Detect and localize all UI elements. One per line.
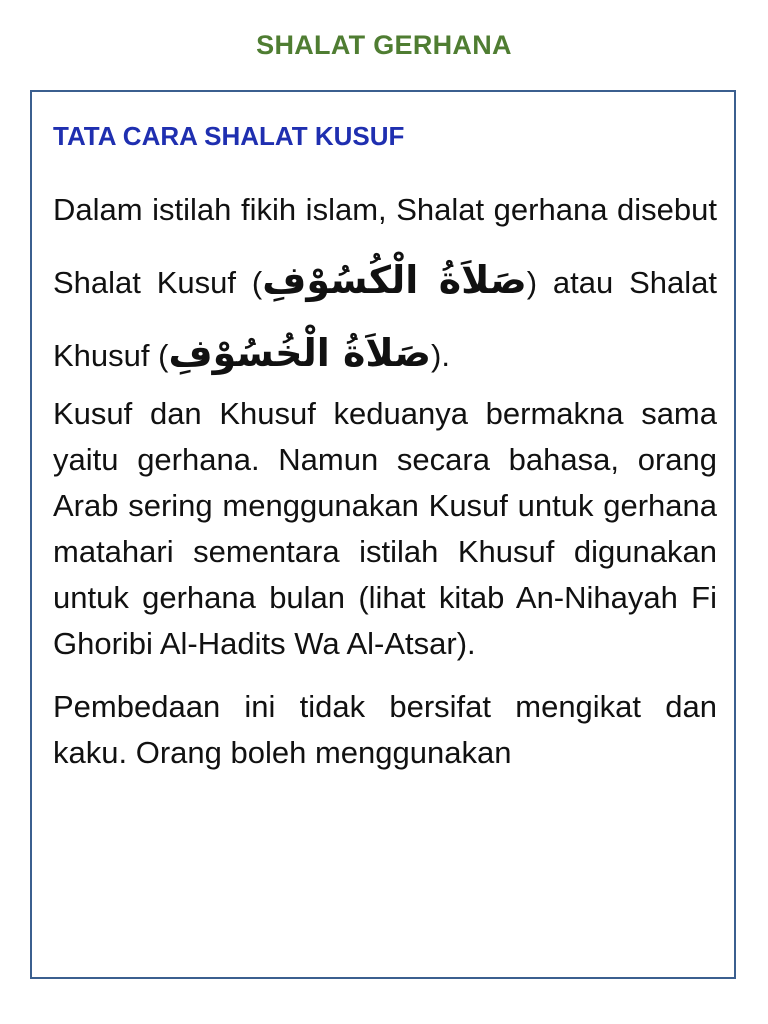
paragraph-definition-text-3: ). bbox=[431, 338, 450, 373]
arabic-term-kusuf: صَلاَةُ الْكُسُوْفِ bbox=[262, 258, 527, 302]
content-frame bbox=[30, 90, 736, 979]
paragraph-definition-text-1: Dalam istilah fikih islam, Shalat gerhana disebut Shalat Kusuf ( bbox=[53, 192, 717, 300]
page-title: SHALAT GERHANA bbox=[256, 30, 512, 60]
arabic-term-khusuf: صَلاَةُ الْخُسُوْفِ bbox=[168, 331, 432, 375]
paragraph-distinction: Pembedaan ini tidak bersifat mengikat dan kaku. Orang boleh menggunakan bbox=[53, 689, 717, 770]
paragraph-definition-text-2: ) atau Shalat Khusuf ( bbox=[53, 265, 718, 373]
paragraph-meaning: Kusuf dan Khusuf keduanya bermakna sama yaitu gerhana. Namun secara bahasa, orang Arab sering menggunakan Kusuf untuk gerhana matahari sementara istilah Khusuf digunakan untuk gerhana bulan (lihat kitab An-Nihayah Fi Ghoribi Al-Hadits Wa Al-Atsar). bbox=[53, 396, 717, 661]
section-heading: TATA CARA SHALAT KUSUF bbox=[53, 121, 405, 151]
paragraph-definition bbox=[53, 175, 717, 391]
content-body bbox=[53, 118, 717, 776]
